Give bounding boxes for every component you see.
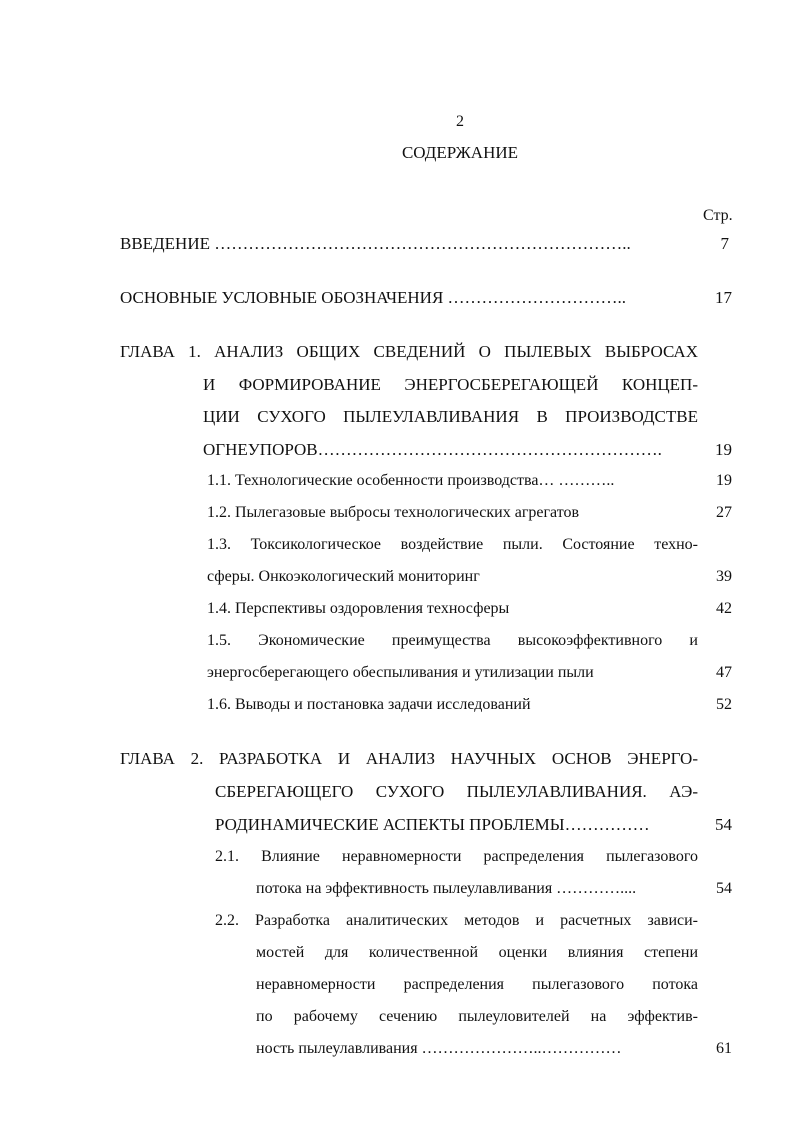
- toc-chapter-2-line-3[interactable]: РОДИНАМИЧЕСКИЕ АСПЕКТЫ ПРОБЛЕМЫ……………: [215, 815, 650, 834]
- toc-section-2-2-line-5[interactable]: ность пылеулавливания …………………..……………: [256, 1040, 622, 1057]
- toc-section-1-4[interactable]: 1.4. Перспективы оздоровления техносферы: [207, 600, 510, 617]
- toc-page-1-2: 27: [716, 504, 732, 521]
- toc-chapter-2-line-2[interactable]: СБЕРЕГАЮЩЕГО СУХОГО ПЫЛЕУЛАВЛИВАНИЯ. АЭ-: [215, 782, 698, 801]
- toc-section-1-2[interactable]: 1.2. Пылегазовые выбросы технологических агрегатов: [207, 504, 580, 521]
- toc-page-1-3: 39: [716, 568, 732, 585]
- toc-section-2-2-line-3[interactable]: неравномерности распределения пылегазового потока: [256, 976, 698, 993]
- toc-chapter-1-line-2[interactable]: И ФОРМИРОВАНИЕ ЭНЕРГОСБЕРЕГАЮЩЕЙ КОНЦЕП-: [203, 375, 698, 394]
- toc-entry-notation[interactable]: ОСНОВНЫЕ УСЛОВНЫЕ ОБОЗНАЧЕНИЯ …………………………..: [120, 288, 627, 307]
- toc-section-1-5-line-1[interactable]: 1.5. Экономические преимущества высокоэффективного и: [207, 632, 698, 649]
- toc-chapter-1-line-3[interactable]: ЦИИ СУХОГО ПЫЛЕУЛАВЛИВАНИЯ В ПРОИЗВОДСТВЕ: [203, 407, 698, 426]
- toc-section-1-3-line-2[interactable]: сферы. Онкоэкологический мониторинг: [207, 568, 480, 585]
- toc-chapter-2-line-1[interactable]: ГЛАВА 2. РАЗРАБОТКА И АНАЛИЗ НАУЧНЫХ ОСНОВ ЭНЕРГО-: [120, 749, 698, 768]
- toc-entry-intro[interactable]: ВВЕДЕНИЕ ………………………………………………………………..: [120, 234, 631, 253]
- toc-page-1-1: 19: [716, 472, 732, 489]
- toc-section-2-2-line-2[interactable]: мостей для количественной оценки влияния степени: [256, 944, 698, 961]
- page-column-label: Стр.: [703, 207, 733, 224]
- toc-page-1-4: 42: [716, 600, 732, 617]
- toc-section-1-3-line-1[interactable]: 1.3. Токсикологическое воздействие пыли. Состояние техно-: [207, 536, 698, 553]
- toc-section-1-5-line-2[interactable]: энергосберегающего обеспыливания и утилизации пыли: [207, 664, 594, 681]
- page-title: СОДЕРЖАНИЕ: [401, 143, 519, 162]
- toc-section-2-2-line-4[interactable]: по рабочему сечению пылеуловителей на эффектив-: [256, 1008, 698, 1025]
- toc-page-1-6: 52: [716, 696, 732, 713]
- toc-page-intro: 7: [720, 234, 729, 253]
- toc-page-chapter-2: 54: [715, 815, 732, 834]
- toc-chapter-1-line-4[interactable]: ОГНЕУПОРОВ…………………………………………………….: [203, 440, 662, 459]
- toc-page-1-5: 47: [716, 664, 732, 681]
- toc-page-chapter-1: 19: [715, 440, 732, 459]
- toc-section-2-2-line-1[interactable]: 2.2. Разработка аналитических методов и расчетных зависи-: [215, 912, 698, 929]
- toc-section-2-1-line-1[interactable]: 2.1. Влияние неравномерности распределения пылегазового: [215, 848, 698, 865]
- toc-section-2-1-line-2[interactable]: потока на эффективность пылеулавливания …………....: [256, 880, 637, 897]
- toc-page-2-2: 61: [716, 1040, 732, 1057]
- toc-section-1-6[interactable]: 1.6. Выводы и постановка задачи исследований: [207, 696, 531, 713]
- toc-page-2-1: 54: [716, 880, 732, 897]
- toc-chapter-1-line-1[interactable]: ГЛАВА 1. АНАЛИЗ ОБЩИХ СВЕДЕНИЙ О ПЫЛЕВЫХ ВЫБРОСАХ: [120, 342, 698, 361]
- toc-page-notation: 17: [715, 288, 732, 307]
- toc-section-1-1[interactable]: 1.1. Технологические особенности производства… ………..: [207, 472, 615, 489]
- page-number: 2: [456, 113, 464, 130]
